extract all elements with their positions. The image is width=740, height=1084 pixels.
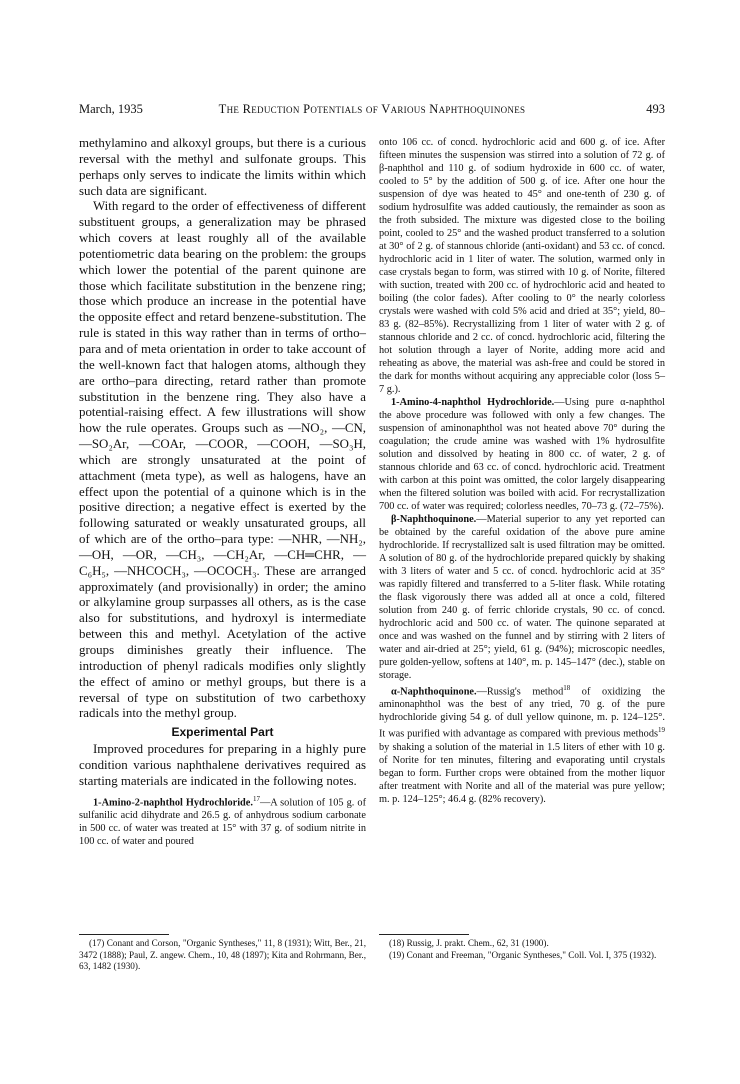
procedure-paragraph [379, 513, 665, 682]
procedure-title: α-Naphthoquinone. [391, 686, 477, 698]
procedure-title: β-Naphthoquinone. [391, 514, 477, 525]
right-column [379, 136, 665, 806]
footnotes-right [379, 938, 665, 961]
procedure-body: by shaking a solution of the material in 1.5 liters of ether with 10 g. of Norite for ten minutes, filtering and evaporating until crystals began to form. Further crops were obtained from the mother liquor after treatment with Norite and all of the material was pure yellow; m. p. 124–125°; 46.4 g. (82% recovery). [379, 741, 665, 805]
procedure-paragraph [79, 793, 366, 848]
paragraph: methylamino and alkoxyl groups, but there is a curious reversal with the methyl and sulfonate groups. This perhaps only serves to indicate the limits within which such data are significant. [79, 136, 366, 198]
footnote-rule [79, 934, 169, 935]
procedure-title: 1-Amino-2-naphthol Hydrochloride. [93, 797, 253, 809]
footnote-17: (17) Conant and Corson, "Organic Syntheses," 11, 8 (1931); Witt, Ber., 21, 3472 (1888); Paul, Z. angew. Chem., 10, 48 (1897); Kita and Rohrmann, Ber., 63, 1482 (1930). [79, 938, 366, 972]
footnote-18: (18) Russig, J. prakt. Chem., 62, 31 (1900). [389, 938, 549, 948]
section-heading: Experimental Part [171, 725, 274, 740]
procedure-body: —A solution of 105 g. of sulfanilic acid dihydrate and 26.5 g. of anhydrous sodium carbonate in 500 cc. of water was treated at 15° with 37 g. of sodium nitrite in 100 cc. of water and poured [79, 797, 366, 848]
footnote-19: (19) Conant and Freeman, "Organic Syntheses," Coll. Vol. I, 375 (1932). [389, 949, 657, 960]
procedure-paragraph [379, 396, 665, 513]
paragraph: onto 106 cc. of concd. hydrochloric acid and 600 g. of ice. After fifteen minutes the suspension was stirred into a solution of 72 g. of β-naphthol and 110 g. of sodium hydroxide in 600 cc. of water, cooled to 5° by the addition of 500 g. of ice. After one hour the suspension of dye was heated to 45° and one-tenth of 230 g. of sodium hydrosulfite was added cautiously, the remainder as soon as the froth subsided. The mixture was digested close to the boiling point, cooled to 25° and the washed product transferred to a solution at 30° of 2 g. of stannous chloride (anti-oxidant) and 53 cc. of concd. hydrochloric acid in 1 liter of water. The solution, warmed only in case crystals began to form, was stirred with 10 g. of Norite, filtered with suction, treated with 200 cc. of hydrochloric acid and heated to boiling (the color fades). After cooling to 0° the nearly colorless crystals were washed with cold 5% acid and dried at 35°; yield, 80–83 g. (82–85%). Recrystallizing from 1 liter of water with 2 g. of stannous chloride and 2 cc. of concd. hydrochloric acid, filtering the hot solution through a layer of Norite, adding more acid and reheating as above, the material was ash-free and could be stored in the dark for months without acquiring any appreciable color (loss 5–7 g.). [379, 137, 665, 395]
reference-mark: 19 [658, 726, 665, 735]
procedure-title: 1-Amino-4-naphthol Hydrochloride. [391, 397, 555, 408]
running-header [79, 102, 665, 118]
reference-mark: 18 [563, 684, 571, 692]
footnote-rule [379, 934, 469, 935]
paragraph: With regard to the order of effectiveness of different substituent groups, a generalization may be phrased which covers at least roughly all of the available potentiometric data bearing on the problem: the groups which lower the potential of the parent quinone are those which facilitate substitution in the benzene ring; those which produce an increase in the potential have the opposite effect and retard benzene-substitution. The rule is stated in this way rather than in terms of ortho–para and of meta orientation in order to take account of the well-known fact that halogen atoms, although they are ortho–para directing, retard rather than promote substitution in the benzene ring. They also have a potential-raising effect. A few illustrations will show how the rule operates. Groups such as —NO₂, —CN, —SO₂Ar, —COAr, —COOR, —COOH, —SO₃H, which are strongly unsaturated at the point of attachment (meta type), as well as halogens, have an effect upon the potential of a quinone which is in the positive direction; a negative effect is exerted by the following saturated or weakly unsaturated groups, all of which are of the ortho–para type: —NHR, —NH₂, —OH, —OR, —CH₃, —CH₂Ar, —CH═CHR, —C₆H₅, —NHCOCH₃, —OCOCH₃. These are arranged approximately (and provisionally) in order; the amino or alkylamine group surpasses all others, as is the case also for substitutions, and hydroxyl is intermediate between this and methyl. Acetylation of the active groups diminishes greatly their influence. The introduction of phenyl radicals modifies only slightly the effect of amino or methyl groups, but there is a reversal of type on substitution of two carbethoxy radicals into the methyl group. [79, 199, 366, 721]
left-column [79, 136, 366, 848]
procedure-body: of oxidizing the aminonaphthol was the best of any tried, 70 g. of the pure hydrochloride giving 54 g. of dull yellow quinone, m. p. 124–125°. It was purified with advantage as compared with previous methods [379, 686, 665, 740]
footnotes-left [79, 938, 366, 973]
header-title: The Reduction Potentials of Various Naphthoquinones [218, 102, 526, 116]
procedure-body: —Material superior to any yet reported can be obtained by the careful oxidation of the above pure amine hydrochloride. If recrystallized salt is used filtration may be omitted. A solution of 80 g. of the hydrochloride prepared quickly by shaking with 3 liters of water and 5 cc. of concd. hydrochloric acid at 35° was rapidly filtered and transferred to a 5-liter flask. While rotating the flask vigorously there was added all at once a cold, filtered solution from 240 g. of ferric chloride crystals, 90 cc. of concd. hydrochloric acid and 500 cc. of water. The quinone separated at once and was washed on the funnel and by stirring with 2 liters of water and air-dried at 25°; yield, 61 g. (94%); microscopic needles, pure golden-yellow, softens at 140°, m. p. 145–147° (dec.), stable on storage. [379, 514, 665, 681]
procedure-body: —Using pure α-naphthol the above procedure was followed with only a few changes. The suspension of aminonaphthol was not heated above 70° during the coagulation; the crude amine was washed with 1% hydrosulfite solution and dissolved by heating in 800 cc. of water, 2 g. of stannous chloride and 63 cc. of concd. hydrochloric acid. Treatment with carbon at this point was omitted, the color largely disappearing when the filtered solution was boiled with acid. For recrystallization 700 cc. of water was required; colorless needles, 70–73 g. (72–75%). [379, 397, 665, 512]
page-number: 493 [646, 102, 665, 116]
header-date: March, 1935 [79, 102, 143, 116]
paragraph: Improved procedures for preparing in a highly pure condition various naphthalene derivatives required as starting materials are indicated in the following notes. [79, 742, 366, 788]
reference-mark: 17 [252, 794, 260, 803]
procedure-paragraph [379, 682, 665, 806]
procedure-body: —Russig's method [476, 686, 564, 698]
